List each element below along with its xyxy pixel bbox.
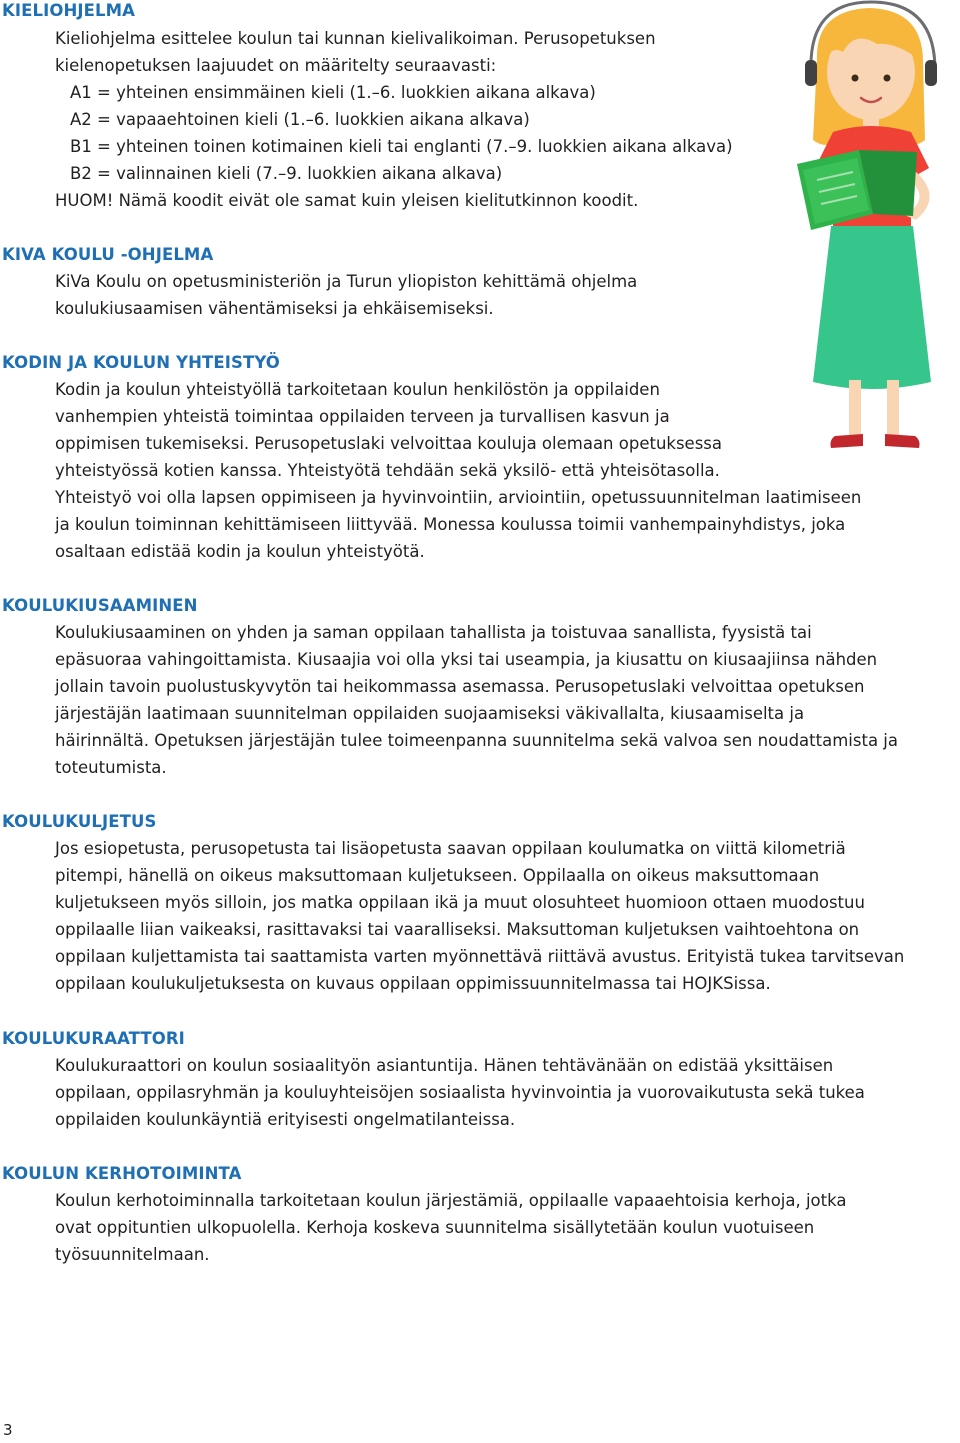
body-line: oppilaan kuljettamista tai saattamista varten myönnettävä riittävä avustus. Erityistä tukea tarvitsevan: [55, 947, 905, 966]
body-line: Koulun kerhotoiminnalla tarkoitetaan koulun järjestämiä, oppilaalle vapaaehtoisia kerhoja, jotka: [55, 1191, 847, 1210]
body-line: vanhempien yhteistä toimintaa oppilaiden terveen ja turvallisen kasvun ja: [55, 407, 670, 426]
body-line: osaltaan edistää kodin ja koulun yhteistyötä.: [55, 542, 425, 561]
left-eye-icon: [852, 75, 859, 82]
body-line: työsuunnitelmaan.: [55, 1245, 210, 1264]
body-line: pitempi, hänellä on oikeus maksuttomaan kuljetukseen. Oppilaalla on oikeus maksuttomaan: [55, 866, 820, 885]
body-line: KiVa Koulu on opetusministeriön ja Turun yliopiston kehittämä ohjelma: [55, 272, 638, 291]
body-line: epäsuoraa vahingoittamista. Kiusaajia voi olla yksi tai useampia, ja kiusattu on kiusaajiinsa nähden: [55, 650, 878, 669]
body-line: jollain tavoin puolustuskyvytön tai heikommassa asemassa. Perusopetuslaki velvoittaa opetuksen: [55, 677, 865, 696]
left-shoe-icon: [831, 434, 864, 448]
body-line: koulukiusaamisen vähentämiseksi ja ehkäisemiseksi.: [55, 299, 494, 318]
body-line: A1 = yhteinen ensimmäinen kieli (1.–6. luokkien aikana alkava): [70, 83, 596, 102]
section-heading-kiva-koulu: KIVA KOULU -OHJELMA: [2, 245, 214, 264]
page-number: 3: [3, 1421, 13, 1439]
right-shoe-icon: [885, 434, 920, 448]
body-line: HUOM! Nämä koodit eivät ole samat kuin yleisen kielitutkinnon koodit.: [55, 191, 639, 210]
section-heading-koulukuljetus: KOULUKULJETUS: [2, 812, 157, 831]
body-line: häirinnältä. Opetuksen järjestäjän tulee toimeenpanna suunnitelma sekä valvoa sen noudattamista ja: [55, 731, 898, 750]
right-leg-icon: [887, 380, 899, 438]
body-line: oppilaan, oppilasryhmän ja kouluyhteisöjen sosiaalista hyvinvointia ja vuorovaikutusta sekä tukea: [55, 1083, 865, 1102]
body-line: oppimisen tukemiseksi. Perusopetuslaki velvoittaa kouluja olemaan opetuksessa: [55, 434, 723, 453]
body-line: A2 = vapaaehtoinen kieli (1.–6. luokkien aikana alkava): [70, 110, 530, 129]
section-heading-koulukiusaaminen: KOULUKIUSAAMINEN: [2, 596, 198, 615]
body-line: B1 = yhteinen toinen kotimainen kieli tai englanti (7.–9. luokkien aikana alkava): [70, 137, 733, 156]
body-line: kuljetukseen myös silloin, jos matka oppilaan ikä ja muut olosuhteet huomioon ottaen muodostuu: [55, 893, 865, 912]
body-line: Yhteistyö voi olla lapsen oppimiseen ja hyvinvointiin, arviointiin, opetussuunnitelman laatimiseen: [55, 488, 862, 507]
body-line: toteutumista.: [55, 758, 167, 777]
body-line: Jos esiopetusta, perusopetusta tai lisäopetusta saavan oppilaan koulumatka on viittä kilometriä: [55, 839, 846, 858]
body-line: Koulukiusaaminen on yhden ja saman oppilaan tahallista ja toistuvaa sanallista, fyysistä tai: [55, 623, 812, 642]
body-line: B2 = valinnainen kieli (7.–9. luokkien aikana alkava): [70, 164, 503, 183]
right-eye-icon: [884, 75, 891, 82]
left-earcup-icon: [805, 60, 817, 86]
section-heading-koulun-kerhotoiminta: KOULUN KERHOTOIMINTA: [2, 1164, 242, 1183]
right-earcup-icon: [925, 60, 937, 86]
section-heading-kodin-ja-koulun-yhteistyo: KODIN JA KOULUN YHTEISTYÖ: [2, 353, 280, 372]
girl-reading-illustration: [795, 0, 960, 460]
body-line: ja koulun toiminnan kehittämiseen liittyvää. Monessa koulussa toimii vanhempainyhdistys, joka: [55, 515, 846, 534]
body-line: järjestäjän laatimaan suunnitelman oppilaiden suojaamiseksi väkivallalta, kiusaamiselta ja: [55, 704, 805, 723]
body-line: Kieliohjelma esittelee koulun tai kunnan kielivalikoiman. Perusopetuksen: [55, 29, 656, 48]
body-line: oppilaalle liian vaikeaksi, rasittavaksi tai vaaralliseksi. Maksuttoman kuljetuksen vaihtoehtona on: [55, 920, 860, 939]
body-line: oppilaiden koulunkäyntiä erityisesti ongelmatilanteissa.: [55, 1110, 516, 1129]
body-line: ovat oppituntien ulkopuolella. Kerhoja koskeva suunnitelma sisällytetään koulun vuotuiseen: [55, 1218, 815, 1237]
section-heading-kieliohjelma: KIELIOHJELMA: [2, 1, 135, 20]
body-line: Koulukuraattori on koulun sosiaalityön asiantuntija. Hänen tehtävänään on edistää yksittäisen: [55, 1056, 834, 1075]
section-heading-koulukuraattori: KOULUKURAATTORI: [2, 1029, 185, 1048]
body-line: yhteistyössä kotien kanssa. Yhteistyötä tehdään sekä yksilö- että yhteisötasolla.: [55, 461, 720, 480]
left-leg-icon: [849, 380, 861, 438]
body-line: oppilaan koulukuljetuksesta on kuvaus oppilaan oppimissuunnitelmassa tai HOJKSissa.: [55, 974, 771, 993]
skirt-icon: [813, 226, 931, 389]
body-line: Kodin ja koulun yhteistyöllä tarkoitetaan koulun henkilöstön ja oppilaiden: [55, 380, 660, 399]
body-line: kielenopetuksen laajuudet on määritelty seuraavasti:: [55, 56, 497, 75]
